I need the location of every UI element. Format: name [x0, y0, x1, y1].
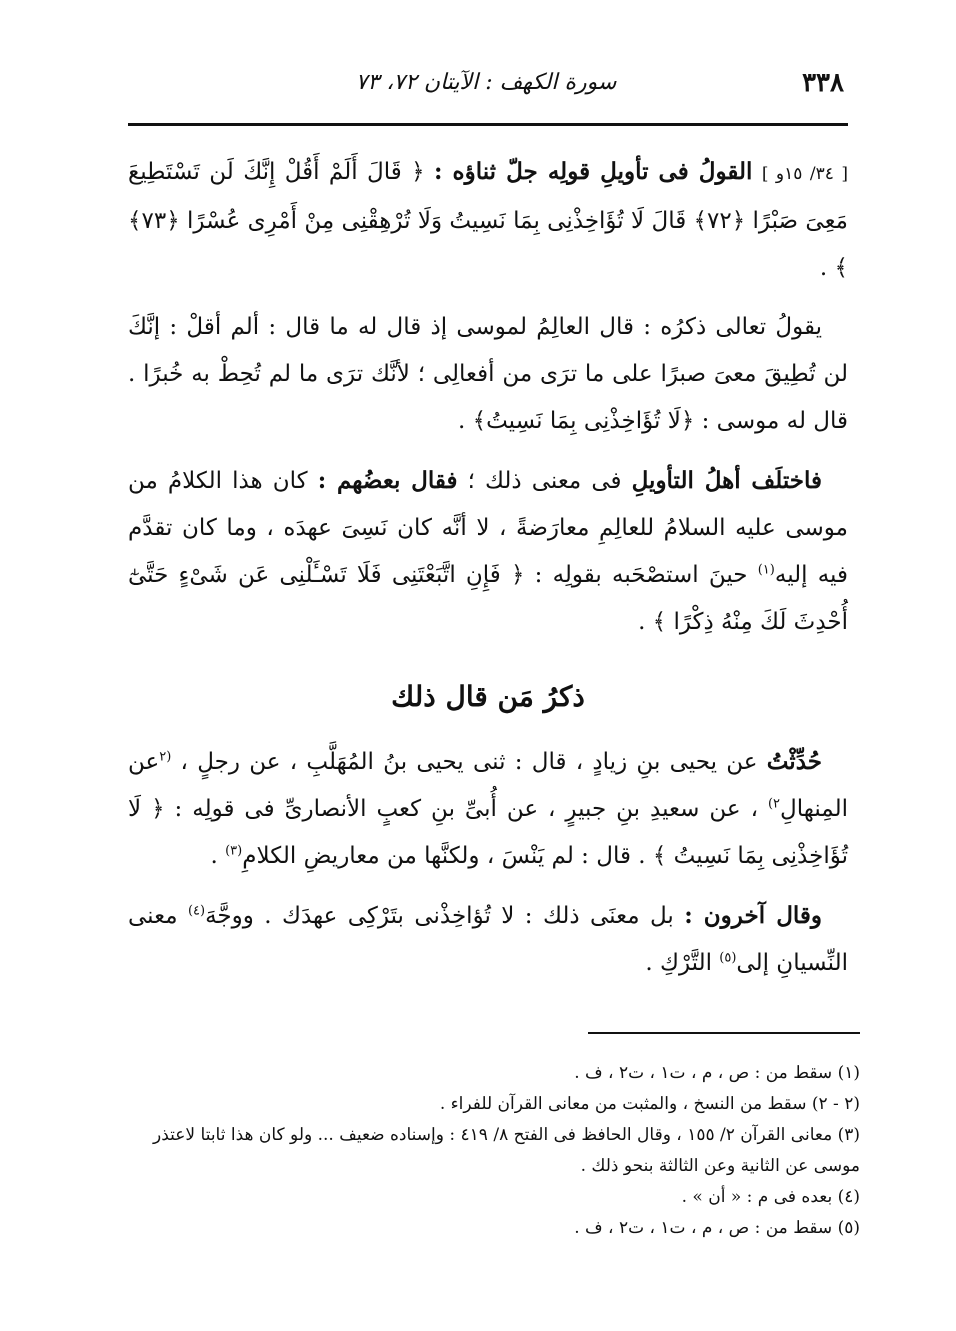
page-number: ٣٣٨ [802, 68, 844, 98]
paragraph-narration [128, 738, 848, 880]
text-segment: معنى النِّسيانِ إلى [128, 903, 848, 976]
footnote-marker: (٢ [159, 749, 172, 765]
quran-quote: ﴿ فَإِنِ اتَّبَعْتَنِى فَلَا تَسْـَٔلْنِى عَن شَىْءٍ حَتَّىٰٓ أُحْدِثَ لَكَ مِنْهُ ذِكْرًا ﴾ . [128, 562, 848, 635]
lead-phrase: حُدِّثْتُ [766, 748, 822, 775]
header-title: سورة الكهف : الآيتان ٧٢، ٧٣ [355, 70, 617, 95]
footnote: (٢ - ٢) سقط من النسخ ، والمثبت من معانى القرآن للفراء . [439, 1094, 860, 1114]
main-text [128, 148, 848, 658]
quran-quote: ﴿لَا تُؤَاخِذْنِى بِمَا نَسِيتُ﴾ . [457, 408, 695, 434]
footnote: (١) سقط من : ص ، م ، ت١ ، ت٢ ، ف . [574, 1063, 860, 1083]
footnote: (٤) بعده فى م : « أن » . [681, 1187, 860, 1207]
text-segment: بل معنَى ذلك : لا تُؤاخِذْنى بتَرْكِى عهدَك . ووجَّهَ [205, 903, 685, 929]
quran-quote: ﴿ لَا تُؤَاخِذْنِى بِمَا نَسِيتُ ﴾ [128, 796, 848, 869]
paragraph-other-view [128, 892, 848, 987]
footnote-rule [588, 1032, 860, 1034]
text-segment: كان هذا الكلامُ من موسى عليه السلامُ للعالِمِ معارَضةً ، لا أنَّه كان نَسِىَ عهدَه ، وما كان تقدَّم فيه إليه [128, 468, 848, 588]
footnote: (٣) معانى القرآن ٢/ ١٥٥ ، وقال الحافظ فى الفتح ٨/ ٤١٩ : وإسناده ضعيف ... ولو كان هذا ثابتا لاعتذر موسى عن الثانية وعن الثالثة بنحو ذلك . [153, 1125, 860, 1176]
text-segment: عن المِنهالِ [128, 749, 848, 822]
manuscript-reference: [ ٣٤/ ١٥و ] [761, 164, 848, 184]
text-segment: فى معنى ذلك ؛ [457, 468, 632, 494]
footnote: (٥) سقط من : ص ، م ، ت١ ، ت٢ ، ف . [574, 1218, 860, 1238]
section-lead: القولُ فى تأويلِ قولِه جلّ ثناؤه : [433, 158, 753, 185]
paragraph-interpretation [128, 457, 848, 646]
text-segment: التَّرْكِ . [645, 950, 720, 976]
section-heading: ذكرُ مَن قال ذلك [391, 680, 585, 713]
main-text-continued [128, 738, 848, 999]
running-header [128, 64, 844, 112]
lead-phrase: فاختلَف أهلُ التأويلِ [631, 467, 823, 494]
lead-phrase: وقال آخرون : [684, 902, 823, 929]
footnotes [108, 1058, 860, 1244]
footnote-marker: (٣) [225, 843, 243, 859]
paragraph-commentary [128, 304, 848, 445]
quran-verse: ﴿ قَالَ أَلَمْ أَقُلْ إِنَّكَ لَن تَسْتَطِيعَ مَعِىَ صَبْرًا ﴿٧٢﴾ قَالَ لَا تُؤَاخِذْنِى بِمَا نَسِيتُ وَلَا تُرْهِقْنِى مِنْ أَمْرِى عُسْرًا ﴿٧٣﴾ ﴾ . [128, 159, 848, 281]
footnote-marker: (٥) [719, 950, 737, 966]
text-segment: ، عن سعيدِ بنِ جبيرٍ ، عن أُبىِّ بنِ كعبٍ الأنصارىِّ فى قولِه : [164, 796, 768, 822]
commentary-text: يقولُ تعالى ذكرُه : قال العالِمُ لموسى إذ قال له ما قال : ألم أقلْ : إنَّكَ لن تُطِيقَ معىَ صبرًا على ما ترَى من أفعالِى ؛ لأنَّك ترَى ما لم تُحِطْ به خُبرًا . قال له موسى : [128, 314, 848, 434]
text-segment: حينَ استصْحَبه بقولِه : [524, 562, 758, 588]
text-segment: . قال : لم يَنْسَ ، ولكنَّها من معاريضِ الكلامِ [242, 843, 653, 869]
footnote-marker: (١) [757, 562, 775, 578]
text-segment: . [210, 843, 226, 869]
text-segment: عن يحيى بنِ زيادٍ ، قال : ثنى يحيى بنُ المُهَلَّبِ ، عن رجلٍ ، [171, 749, 767, 775]
lead-phrase: فقال بعضُهم : [317, 467, 458, 494]
footnote-marker: ٢) [767, 796, 781, 812]
paragraph-verse-heading [128, 148, 848, 292]
header-rule [128, 123, 848, 126]
footnote-marker: (٤) [187, 903, 206, 919]
